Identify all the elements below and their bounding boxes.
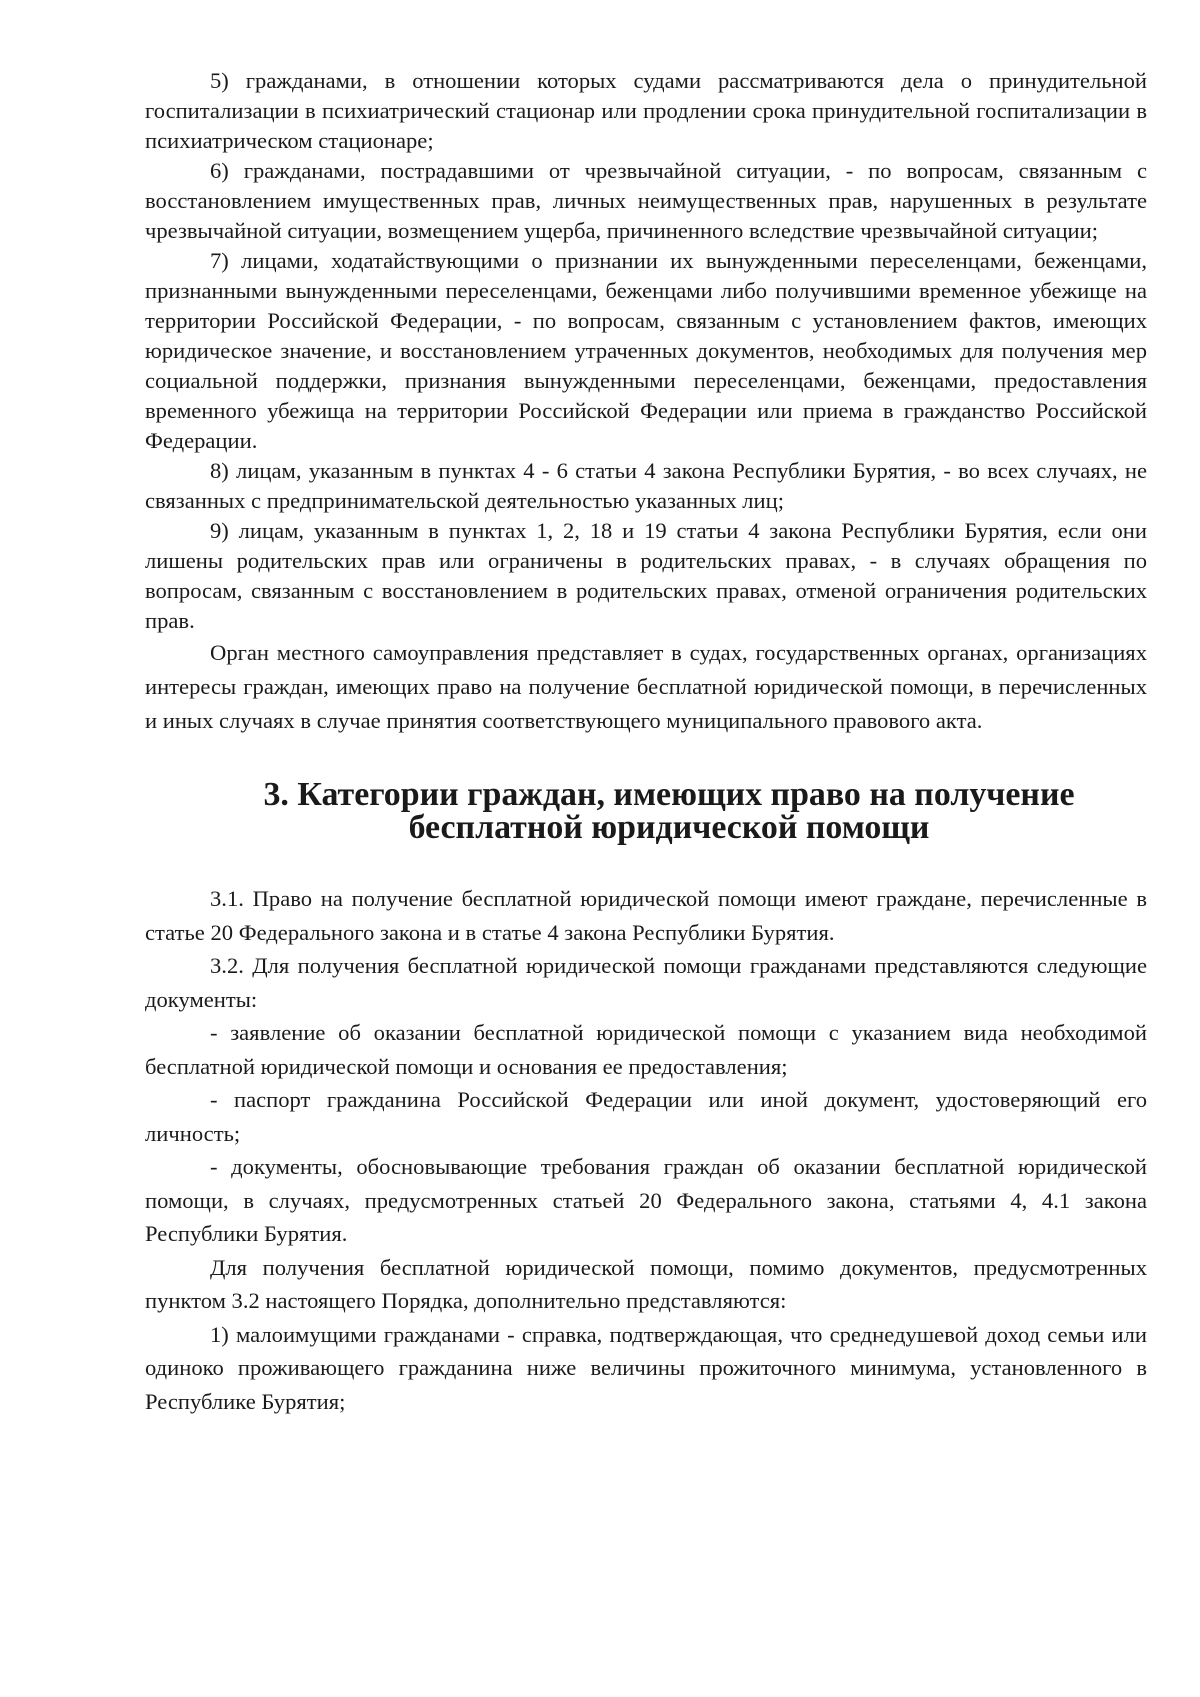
list-item-5: 5) гражданами, в отношении которых судами рассматриваются дела о принудительной госпитализации в психиатрический стационар или продлении срока принудительной госпитализации в психиатрическом стационаре;: [145, 68, 1147, 153]
paragraph-3-1: 3.1. Право на получение бесплатной юридической помощи имеют граждане, перечисленные в статье 20 Федерального закона и в статье 4 закона Республики Бурятия.: [145, 886, 1147, 945]
list-item-8: 8) лицам, указанным в пунктах 4 - 6 статьи 4 закона Республики Бурятия, - во всех случаях, не связанных с предпринимательской деятельностью указанных лиц;: [145, 458, 1147, 513]
list-item-9: 9) лицам, указанным в пунктах 1, 2, 18 и 19 статьи 4 закона Республики Бурятия, если они лишены родительских прав или ограничены в родительских правах, - в случаях обращения по вопросам, связанным с восстановлением в родительских правах, отменой ограничения родительских прав.: [145, 518, 1147, 633]
document-item-justification: - документы, обосновывающие требования граждан об оказании бесплатной юридической помощи, в случаях, предусмотренных статьей 20 Федерального закона, статьями 4, 4.1 закона Республики Бурятия.: [145, 1154, 1147, 1246]
list-item-7: 7) лицами, ходатайствующими о признании их вынужденными переселенцами, беженцами, признанными вынужденными переселенцами, беженцами либо получившими временное убежище на территории Российской Федерации, - по вопросам, связанным с установлением фактов, имеющих юридическое значение, и восстановлением утраченных документов, необходимых для получения мер социальной поддержки, признания вынужденными переселенцами, беженцами, предоставления временного убежища на территории Российской Федерации или приема в гражданство Российской Федерации.: [145, 248, 1147, 453]
low-income-item: 1) малоимущими гражданами - справка, подтверждающая, что среднедушевой доход семьи или одиноко проживающего гражданина ниже величины прожиточного минимума, установленного в Республике Бурятия;: [145, 1321, 1147, 1414]
list-items-block: [145, 66, 1147, 738]
document-item-passport: - паспорт гражданина Российской Федерации или иной документ, удостоверяющий его личность;: [145, 1087, 1147, 1146]
additional-documents-paragraph: Для получения бесплатной юридической помощи, помимо документов, предусмотренных пунктом 3.2 настоящего Порядка, дополнительно представляются:: [145, 1254, 1147, 1313]
organ-paragraph: Орган местного самоуправления представляет в судах, государственных органах, организациях интересы граждан, имеющих право на получение бесплатной юридической помощи, в перечисленных и иных случаях в случае принятия соответствующего муниципального правового акта.: [145, 640, 1147, 733]
section-heading: 3. Категории граждан, имеющих право на получение бесплатной юридической помощи: [263, 776, 1075, 846]
section-body: [145, 882, 1147, 1418]
list-item-6: 6) гражданами, пострадавшими от чрезвычайной ситуации, - по вопросам, связанным с восстановлением имущественных прав, личных неимущественных прав, нарушенных в результате чрезвычайной ситуации, возмещением ущерба, причиненного вследствие чрезвычайной ситуации;: [145, 158, 1147, 243]
paragraph-3-2: 3.2. Для получения бесплатной юридической помощи гражданами представляются следующие документы:: [145, 953, 1147, 1012]
document-page: [145, 66, 1147, 1418]
document-item-application: - заявление об оказании бесплатной юридической помощи с указанием вида необходимой бесплатной юридической помощи и основания ее предоставления;: [145, 1020, 1147, 1079]
